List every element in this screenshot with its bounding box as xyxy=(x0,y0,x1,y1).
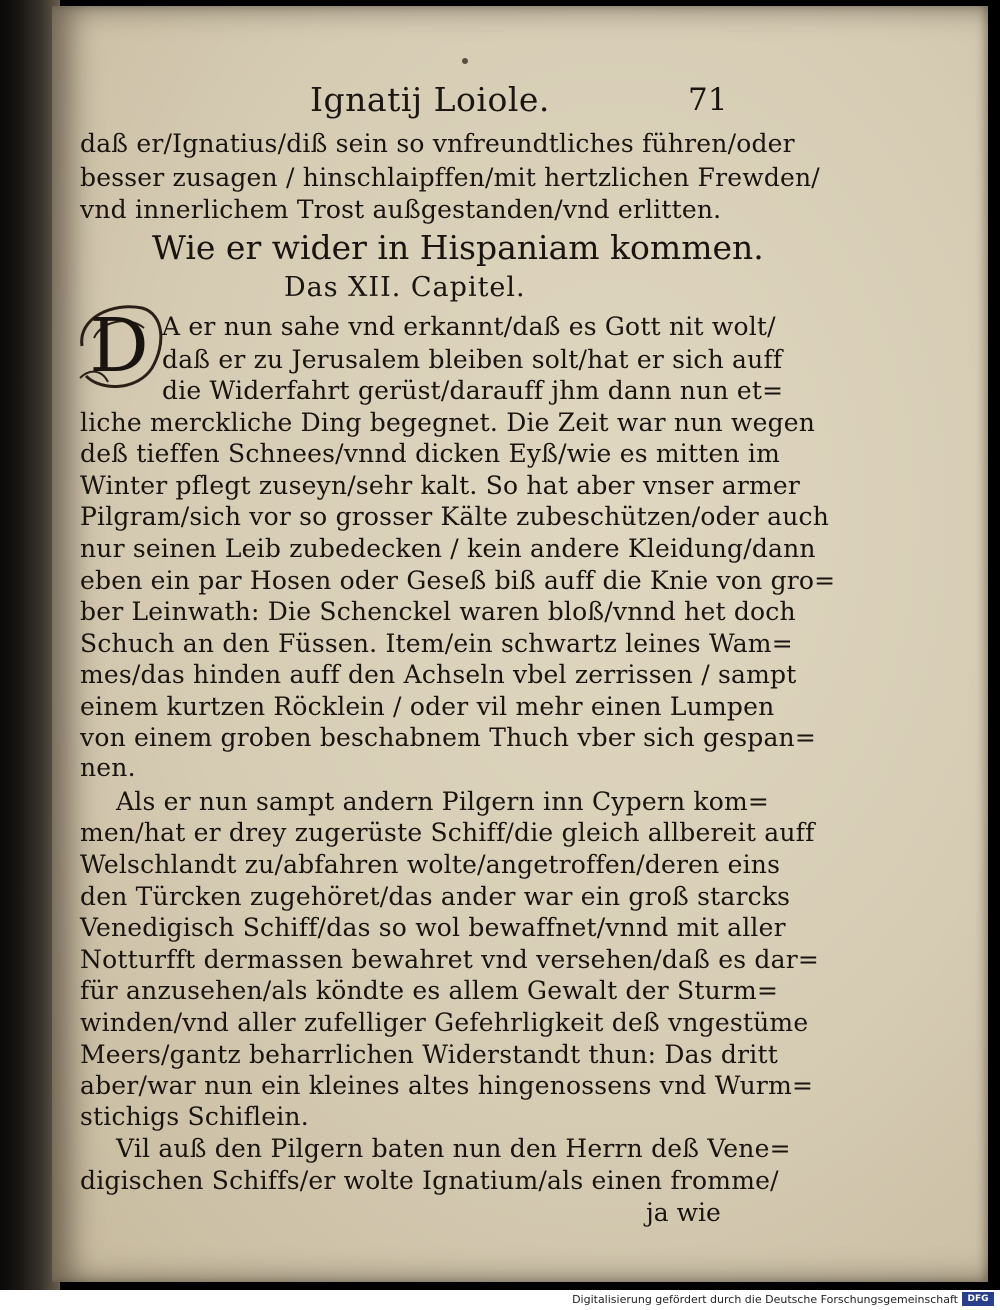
text-line: vnd innerlichem Trost außgestanden/vnd erlitten. xyxy=(80,195,722,224)
text-line: Welschlandt zu/abfahren wolte/angetroffen/deren eins xyxy=(80,850,781,879)
text-line: Winter pflegt zuseyn/sehr kalt. So hat aber vnser armer xyxy=(80,471,801,500)
text-line: A er nun sahe vnd erkannt/daß es Gott nit wolt/ xyxy=(162,312,776,341)
text-line: für anzusehen/als köndte es allem Gewalt der Sturm= xyxy=(80,976,779,1005)
text-line: daß er/Ignatius/diß sein so vnfreundtliches führen/oder xyxy=(80,129,795,158)
text-line: Venedigisch Schiff/das so wol bewaffnet/vnnd mit aller xyxy=(80,913,786,942)
book-page xyxy=(52,6,988,1282)
chapter-heading: Wie er wider in Hispaniam kommen. xyxy=(152,228,764,267)
drop-cap: D xyxy=(89,303,149,389)
text-line: von einem groben beschabnem Thuch vber sich gespan= xyxy=(80,723,817,752)
text-line: einem kurtzen Röcklein / oder vil mehr einen Lumpen xyxy=(80,692,775,721)
text-line: eben ein par Hosen oder Geseß biß auff die Knie von gro= xyxy=(80,566,836,595)
book-spine-shadow xyxy=(0,0,60,1290)
text-line: nur seinen Leib zubedecken / kein andere Kleidung/dann xyxy=(80,534,816,563)
text-line: mes/das hinden auff den Achseln vbel zerrissen / sampt xyxy=(80,660,797,689)
text-line: Als er nun sampt andern Pilgern inn Cypern kom= xyxy=(116,787,770,816)
running-head: Ignatij Loiole. xyxy=(310,80,550,119)
digitization-credit: Digitalisierung gefördert durch die Deutsche Forschungsgemeinschaft xyxy=(572,1293,958,1306)
text-line: Pilgram/sich vor so grosser Kälte zubeschützen/oder auch xyxy=(80,502,829,531)
text-line: die Widerfahrt gerüst/darauff jhm dann nun et= xyxy=(162,376,784,405)
text-line: nen. xyxy=(80,753,136,782)
text-line: besser zusagen / hinschlaipffen/mit hertzlichen Frewden/ xyxy=(80,163,820,192)
text-line: men/hat er drey zugerüste Schiff/die gleich allbereit auff xyxy=(80,818,815,847)
text-line: daß er zu Jerusalem bleiben solt/hat er sich auff xyxy=(162,345,783,374)
text-line: aber/war nun ein kleines altes hingenossens vnd Wurm= xyxy=(80,1071,814,1100)
ink-speck xyxy=(462,58,468,64)
text-line: winden/vnd aller zufelliger Gefehrligkeit deß vngestüme xyxy=(80,1008,809,1037)
catchword: ja wie xyxy=(646,1198,721,1227)
text-line: Notturfft dermassen bewahret vnd versehen/daß es dar= xyxy=(80,945,819,974)
text-line: liche merckliche Ding begegnet. Die Zeit war nun wegen xyxy=(80,408,816,437)
text-line: Schuch an den Füssen. Item/ein schwartz leines Wam= xyxy=(80,629,793,658)
text-line: Vil auß den Pilgern baten nun den Herrn deß Vene= xyxy=(116,1134,791,1163)
text-line: deß tieffen Schnees/vnnd dicken Eyß/wie es mitten im xyxy=(80,439,781,468)
text-line: Meers/gantz beharrlichen Widerstandt thun: Das dritt xyxy=(80,1040,778,1069)
chapter-number: Das XII. Capitel. xyxy=(284,272,526,303)
text-line: ber Leinwath: Die Schenckel waren bloß/vnnd het doch xyxy=(80,597,796,626)
text-line: den Türcken zugehöret/das ander war ein groß starcks xyxy=(80,882,791,911)
text-line: stichigs Schiflein. xyxy=(80,1102,309,1131)
text-line: digischen Schiffs/er wolte Ignatium/als einen fromme/ xyxy=(80,1166,779,1195)
dfg-logo: DFG xyxy=(962,1292,994,1306)
page-number: 71 xyxy=(688,82,728,118)
